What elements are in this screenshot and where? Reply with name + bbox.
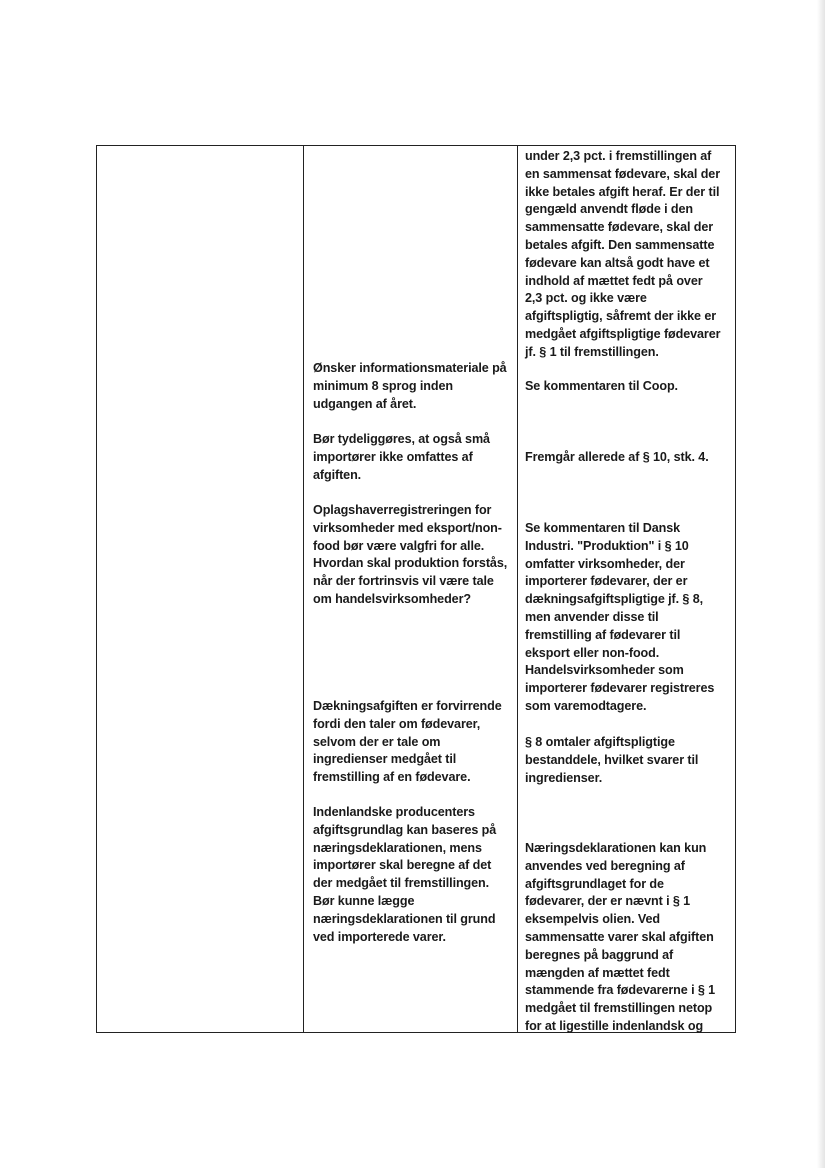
column-divider [517,146,518,1032]
response-text: Næringsdeklarationen kan kun anvendes ved beregning af afgiftsgrundlaget for de fødevarer, der er nævnt i § 1 eksempelvis olien. Ved sammensatte varer skal afgiften beregnes på baggrund af mængden af mættet fedt stammende fra fødevarerne i § 1 medgået til fremstillingen netop for at ligestille indenlandsk og [525,841,716,1033]
comment-text: Bør tydeliggøres, at også små importører ikke omfattes af afgiften. [313,432,490,482]
comments-table [96,145,736,1033]
response-text: Se kommentaren til Dansk Industri. "Produktion" i § 10 omfatter virksomheder, der importerer fødevarer, der er dækningsafgiftspligtige jf. § 8, men anvender disse til fremstilling af fødevarer til eksport eller non-food. Handelsvirksomheder som importerer fødevarer registreres som varemodtagere. [525,521,715,713]
comment-text: Indenlandske producenters afgiftsgrundlag kan baseres på næringsdeklarationen, mens importører skal beregne af det der medgået til fremstillingen. Bør kunne lægge næringsdeklarationen til grund ved importerede varer. [313,805,497,944]
scan-page-edge [817,0,825,1168]
comment-text: Ønsker informationsmateriale på minimum 8 sprog inden udgangen af året. [313,361,507,411]
response-text: Fremgår allerede af § 10, stk. 4. [525,450,709,464]
response-text: § 8 omtaler afgiftspligtige bestanddele, hvilket svarer til ingredienser. [525,735,699,785]
comment-text: Oplagshaverregistreringen for virksomheder med eksport/non- food bør være valgfri for alle. Hvordan skal produktion forstås, når der fortrinsvis vil være tale om handelsvirksomheder? [313,503,508,606]
response-text: Se kommentaren til Coop. [525,379,678,393]
response-text: under 2,3 pct. i fremstillingen af en sammensat fødevare, skal der ikke betales afgift heraf. Er der til gengæld anvendt fløde i den sammensatte fødevare, skal der betales afgift. Den sammensatte fødevare kan altså godt have et indhold af mættet fedt på over 2,3 pct. og ikke være afgiftspligtig, såfremt der ikke er medgået afgiftspligtige fødevarer jf. § 1 til fremstillingen. [525,149,721,359]
column-divider [303,146,304,1032]
comment-text: Dækningsafgiften er forvirrende fordi den taler om fødevarer, selvom der er tale om ingredienser medgået til fremstilling af en fødevare. [313,699,502,785]
